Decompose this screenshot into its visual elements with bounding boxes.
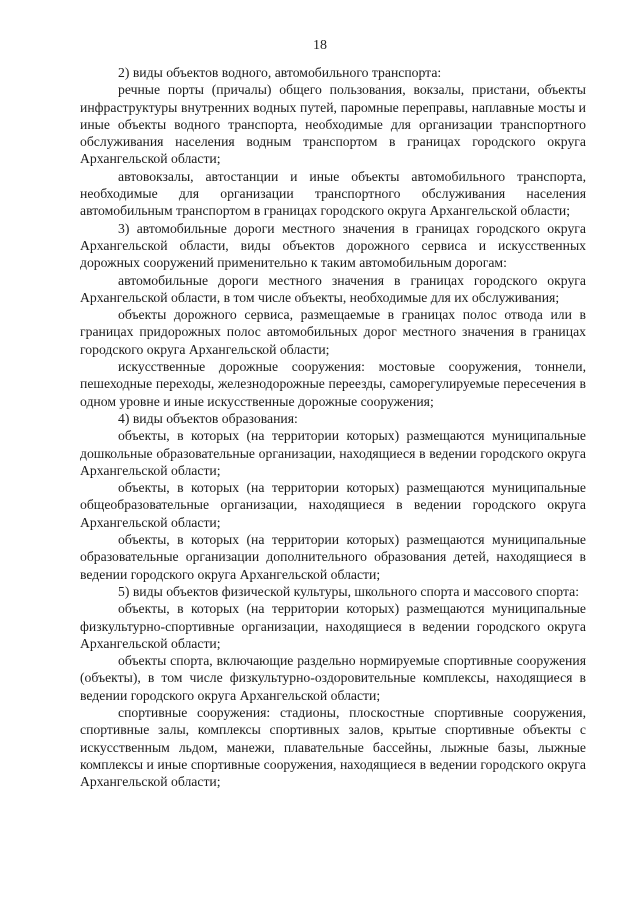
paragraph: объекты, в которых (на территории которых) размещаются муниципальные общеобразовательные организации, находящиеся в ведении городского округа Архангельской области; [80, 480, 586, 530]
page-number: 18 [313, 38, 327, 53]
document-body [80, 64, 586, 790]
paragraph: автомобильные дороги местного значения в границах городского округа Архангельской области, в том числе объекты, необходимые для их обслуживания; [80, 272, 586, 305]
paragraph: объекты, в которых (на территории которых) размещаются муниципальные физкультурно-спортивные организации, находящиеся в ведении городского округа Архангельской области; [80, 601, 586, 651]
paragraph: объекты дорожного сервиса, размещаемые в границах полос отвода или в границах придорожных полос автомобильных дорог местного значения в границах городского округа Архангельской области; [80, 307, 586, 357]
paragraph: спортивные сооружения: стадионы, плоскостные спортивные сооружения, спортивные залы, комплексы спортивных залов, крытые спортивные объекты с искусственным льдом, манежи, плавательные бассейны, лыжные базы, лыжные комплексы и иные спортивные сооружения, находящиеся в ведении городского округа Архангельской области; [80, 704, 586, 790]
paragraph: искусственные дорожные сооружения: мостовые сооружения, тоннели, пешеходные переходы, железнодорожные переезды, саморегулируемые пересечения в одном уровне и иные искусственные дорожные сооружения; [80, 359, 586, 409]
paragraph: объекты спорта, включающие раздельно нормируемые спортивные сооружения (объекты), в том числе физкультурно-оздоровительные комплексы, находящиеся в ведении городского округа Архангельской области; [80, 653, 586, 703]
paragraph: объекты, в которых (на территории которых) размещаются муниципальные образовательные организации дополнительного образования детей, находящиеся в ведении городского округа Архангельской области; [80, 532, 586, 582]
paragraph: речные порты (причалы) общего пользования, вокзалы, пристани, объекты инфраструктуры внутренних водных путей, паромные переправы, наплавные мосты и иные объекты водного транспорта, необходимые для организации транспортного обслуживания населения водным транспортом в границах городского округа Архангельской области; [80, 82, 586, 167]
paragraph: 4) виды объектов образования: [118, 410, 298, 426]
paragraph: 5) виды объектов физической культуры, школьного спорта и массового спорта: [118, 583, 579, 599]
paragraph: автовокзалы, автостанции и иные объекты автомобильного транспорта, необходимые для организации транспортного обслуживания населения автомобильным транспортом в границах городского округа Архангельской области; [80, 168, 586, 219]
paragraph: 2) виды объектов водного, автомобильного транспорта: [118, 65, 442, 80]
paragraph: 3) автомобильные дороги местного значения в границах городского округа Архангельской области, виды объектов дорожного сервиса и искусственных дорожных сооружений применительно к таким автомобильным дорогам: [80, 220, 586, 271]
paragraph: объекты, в которых (на территории которых) размещаются муниципальные дошкольные образовательные организации, находящиеся в ведении городского округа Архангельской области; [80, 428, 586, 478]
